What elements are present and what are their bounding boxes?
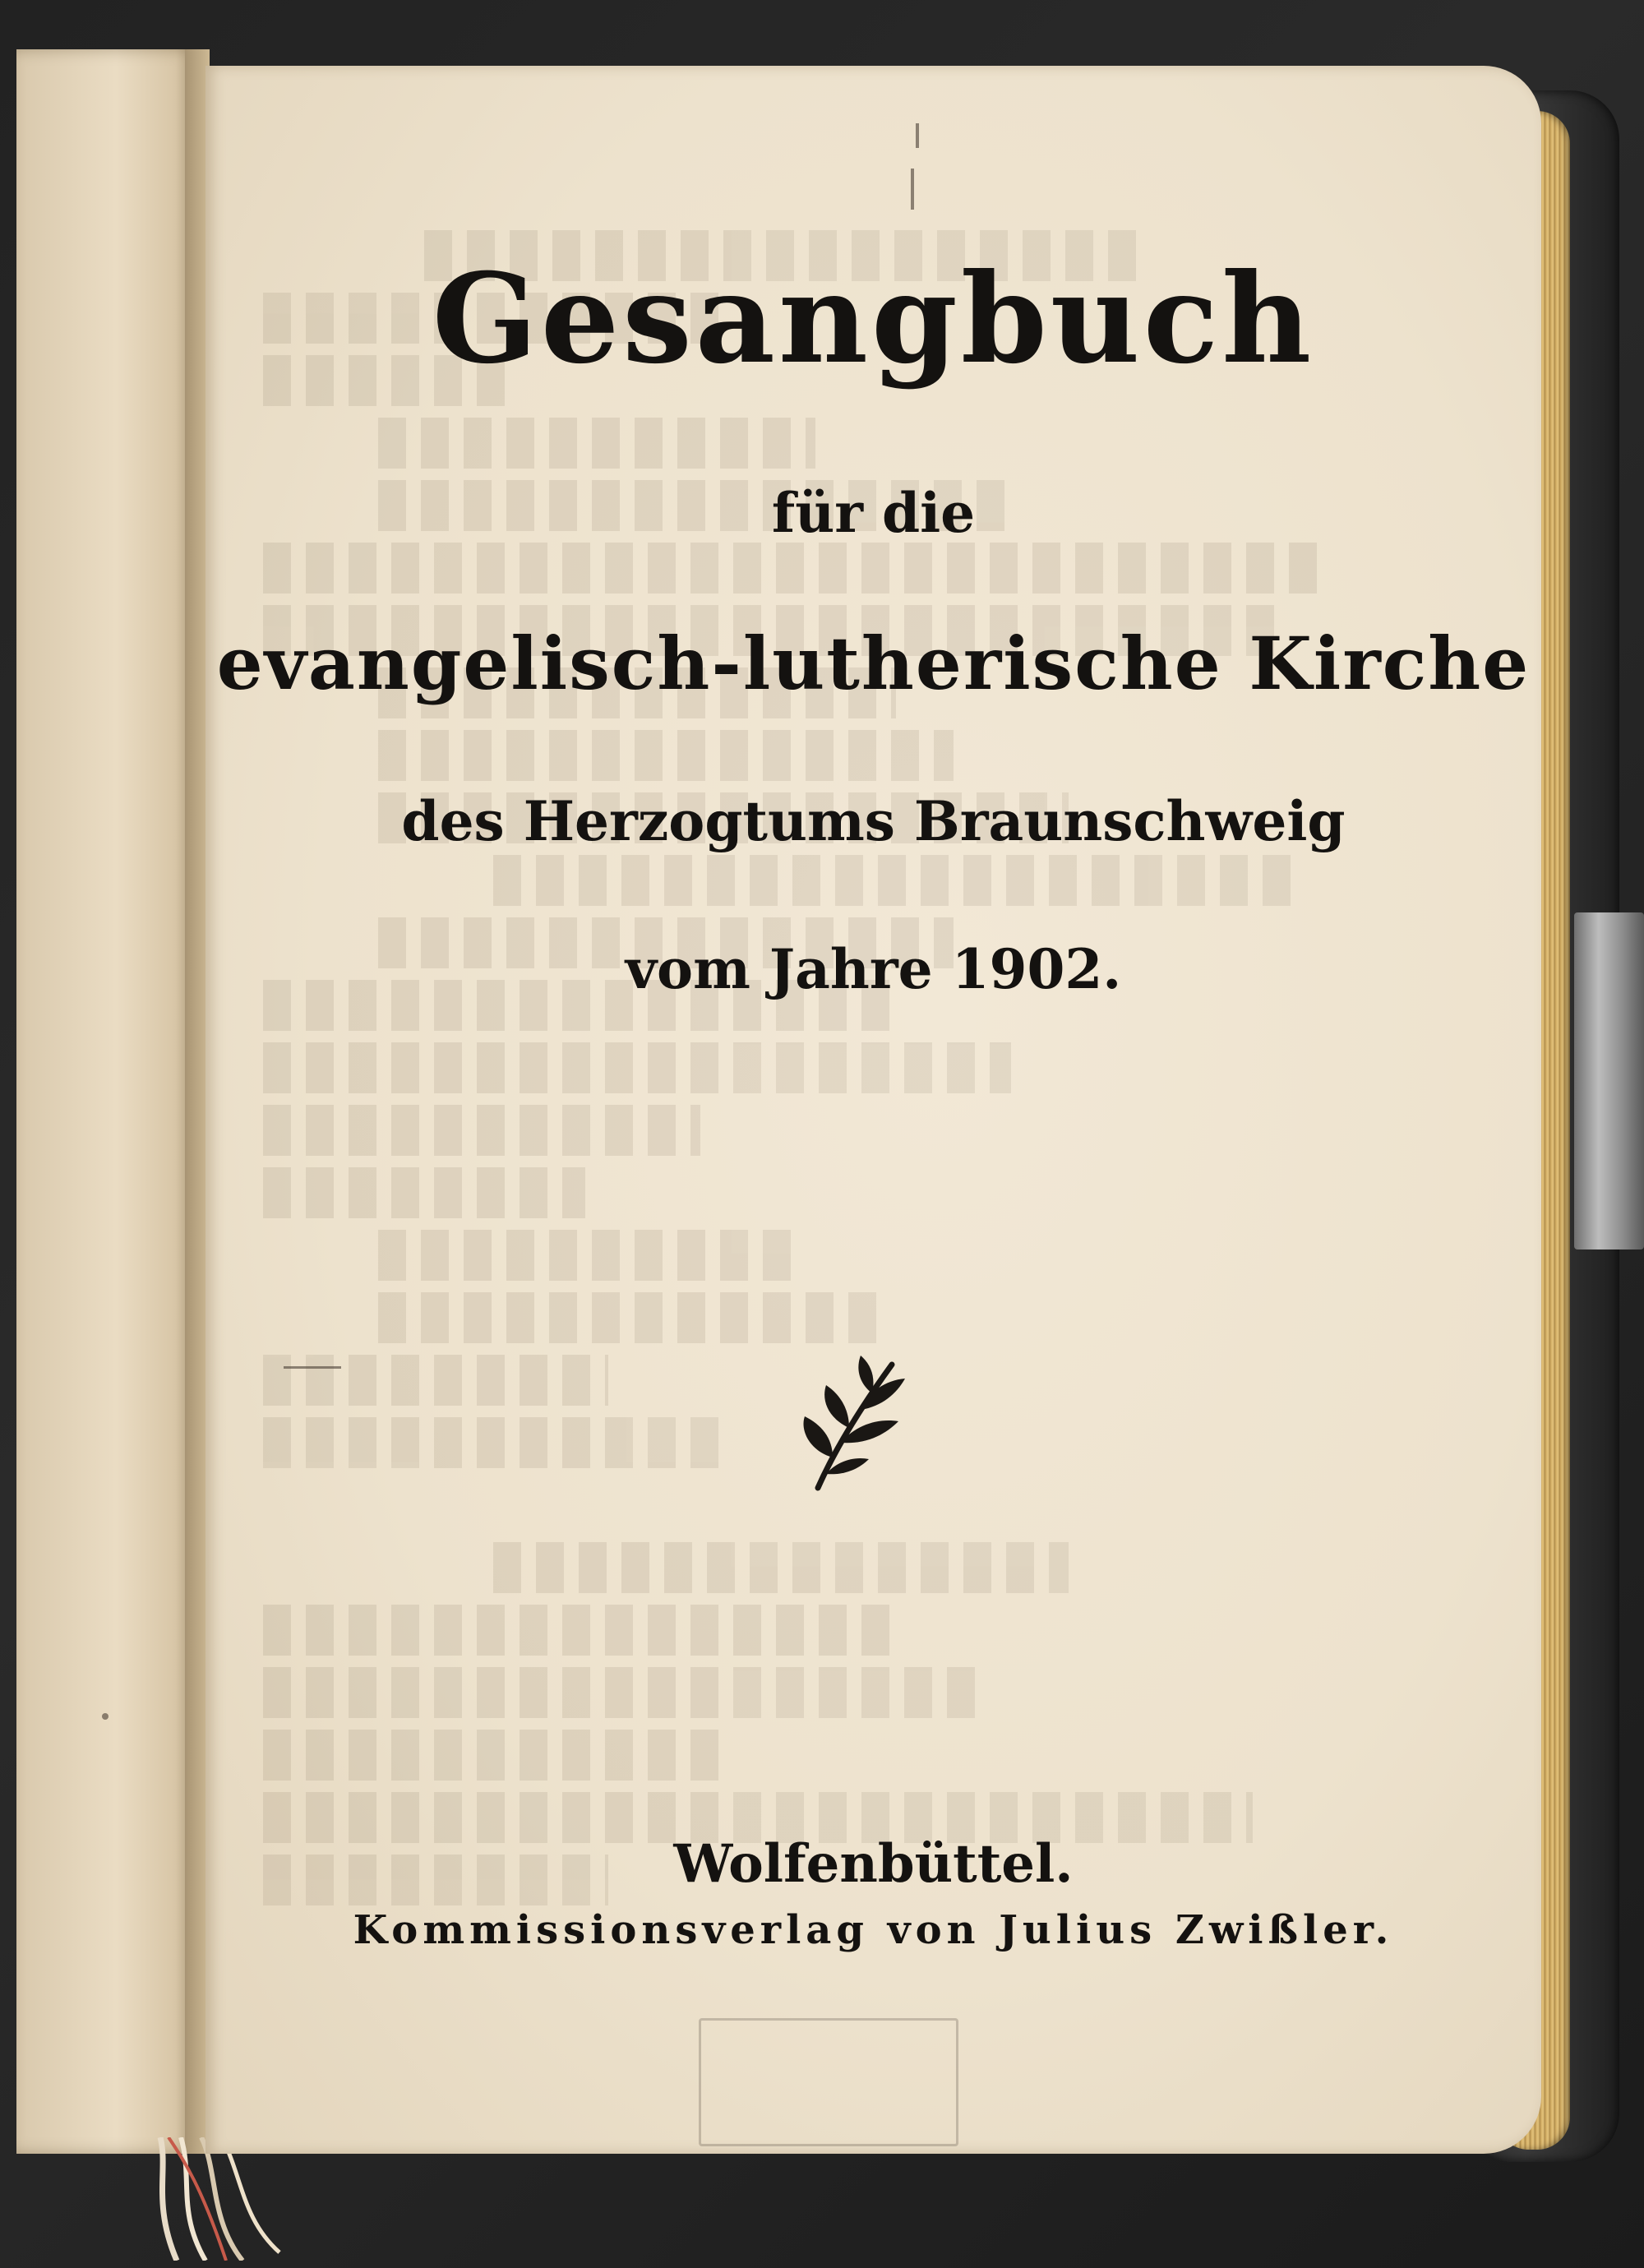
- bookmark-ribbon-icon: [144, 2137, 300, 2261]
- year-line: vom Jahre 1902.: [625, 937, 1122, 1001]
- duchy-name: des Herzogtums Braunschweig: [401, 789, 1346, 853]
- book-title: Gesangbuch: [432, 247, 1315, 391]
- ink-mark: [284, 1366, 341, 1369]
- ink-mark: [911, 169, 914, 210]
- palm-branch-icon: [793, 1352, 908, 1492]
- metal-clasp: [1574, 912, 1644, 1249]
- ink-mark: [102, 1713, 109, 1720]
- publisher-line: Kommissionsverlag von Julius Zwißler.: [353, 1907, 1394, 1953]
- publication-place: Wolfenbüttel.: [673, 1833, 1074, 1895]
- subtitle-for: für die: [771, 481, 976, 545]
- left-page: [16, 49, 197, 2154]
- church-name: evangelisch-lutherische Kirche: [216, 621, 1531, 706]
- ink-mark: [916, 123, 919, 148]
- library-stamp-faint: [699, 2018, 958, 2146]
